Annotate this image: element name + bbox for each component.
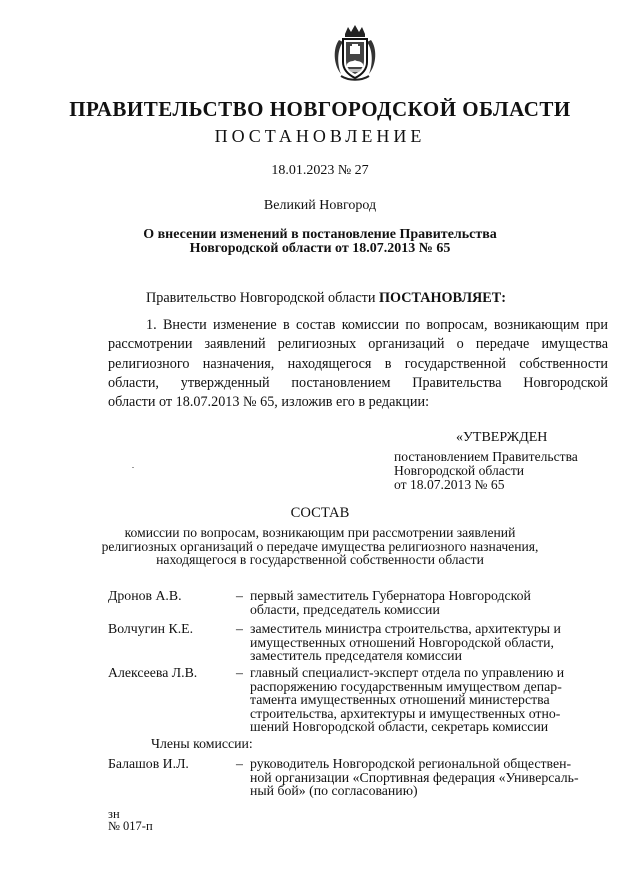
scan-artifact [132, 467, 134, 468]
resolution-paragraph-1 [108, 316, 608, 412]
member-role-line: распоряжению государственным имуществом депар- [250, 678, 562, 694]
intro-keyword: ПОСТАНОВЛЯЕТ: [378, 290, 506, 306]
member-name: Балашов И.Л. [108, 756, 189, 771]
member-role-line: строительства, архитектуры и имущественных отно- [250, 705, 561, 721]
member-dash: – [236, 588, 243, 603]
member-name: Дронов А.В. [108, 588, 182, 603]
approved-line-3: от 18.07.2013 № 65 [394, 477, 505, 492]
paragraph-line: рассмотрении заявлений религиозных организаций о передаче имущества [108, 336, 608, 353]
composition-description [0, 526, 640, 567]
member-dash: – [236, 621, 243, 636]
resolution-intro [146, 289, 640, 308]
member-dash: – [236, 756, 243, 771]
footer-code: зн [108, 807, 120, 821]
intro-text: Правительство Новгородской области [146, 290, 379, 306]
paragraph-line: религиозного назначения, находящегося в государственной собственности [108, 355, 608, 372]
document-type: ПОСТАНОВЛЕНИЕ [214, 126, 426, 146]
subject-line-1: О внесении изменений в постановление Правительства [143, 227, 497, 242]
member-role-line: ный бой» (по согласованию) [250, 783, 418, 799]
member-name: Алексеева Л.В. [108, 665, 198, 680]
member-role [250, 622, 606, 663]
government-title: ПРАВИТЕЛЬСТВО НОВГОРОДСКОЙ ОБЛАСТИ [69, 97, 571, 121]
member-dash: – [236, 665, 243, 680]
composition-desc-line-1: комиссии по вопросам, возникающим при рассмотрении заявлений [124, 525, 516, 540]
approved-line-2: Новгородской области [394, 463, 525, 478]
document-subject [0, 228, 640, 256]
member-role [250, 666, 606, 734]
member-role-line: ной организации «Спортивная федерация «Универсаль- [250, 769, 579, 785]
members-label: Члены комиссии: [151, 736, 253, 751]
member-role-line: имущественных отношений Новгородской области, [250, 634, 555, 650]
paragraph-line: области, утвержденный постановлением Правительства Новгородской [108, 374, 608, 391]
member-role-line: области, председатель комиссии [250, 601, 440, 617]
approved-line-1: постановлением Правительства [394, 449, 578, 464]
member-role-line: шений Новгородской области, секретарь комиссии [250, 719, 549, 735]
member-role-line: руководитель Новгородской региональной обществен- [250, 756, 572, 771]
coat-of-arms-icon [331, 24, 379, 82]
member-name: Волчугин К.Е. [108, 621, 194, 636]
paragraph-line: области от 18.07.2013 № 65, изложив его в редакции: [108, 394, 430, 411]
member-role-line: главный специалист-эксперт отдела по управлению и [250, 665, 565, 680]
approved-block [394, 450, 578, 492]
composition-title: СОСТАВ [290, 505, 350, 521]
paragraph-line: 1. Внести изменение в состав комиссии по вопросам, возникающим при [146, 317, 608, 333]
member-role-line: заместитель председателя комиссии [250, 648, 462, 664]
member-role-line: заместитель министра строительства, архитектуры и [250, 621, 561, 636]
document-city: Великий Новгород [263, 198, 377, 213]
document-date-number: 18.01.2023 № 27 [271, 163, 369, 178]
member-role [250, 757, 606, 798]
member-role-line: первый заместитель Губернатора Новгородской [250, 588, 531, 603]
composition-desc-line-2: религиозных организаций о передаче имущества религиозного назначения, [101, 538, 539, 554]
subject-line-2: Новгородской области от 18.07.2013 № 65 [189, 241, 451, 256]
member-role [250, 589, 606, 616]
member-role-line: тамента имущественных отношений министерства [250, 692, 550, 708]
approved-heading: «УТВЕРЖДЕН [456, 430, 548, 445]
footer-number: № 017-п [108, 819, 153, 833]
document-footer [108, 808, 153, 832]
composition-desc-line-3: находящегося в государственной собственности области [156, 552, 484, 567]
